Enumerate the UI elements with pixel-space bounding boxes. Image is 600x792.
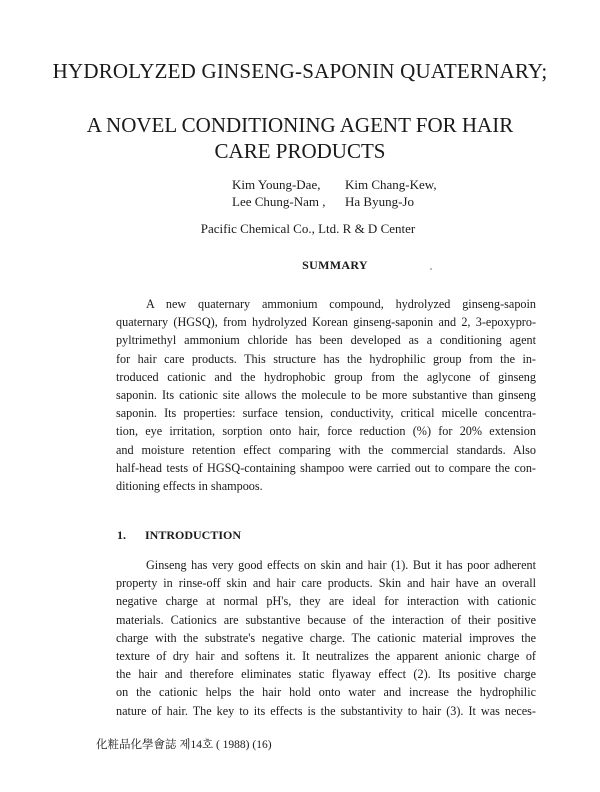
author-name: Kim Chang-Kew, (345, 177, 437, 192)
text-line: on the cationic helps the hair hold onto water and increase the hydrophilic (116, 685, 536, 700)
text-line: charge with the substrate's negative charge. The cationic material improves the (116, 630, 536, 645)
text-line: half-head tests of HGSQ-containing shampoo were carried out to compare the con- (116, 460, 536, 475)
text-line: the hair and therefore eliminates static flyaway effect (2). Its positive charge (116, 667, 536, 682)
author-row (232, 176, 437, 193)
author-name: Lee Chung-Nam , (232, 194, 326, 209)
title-line-2: A NOVEL CONDITIONING AGENT FOR HAIR (86, 113, 514, 137)
section-number: 1. (117, 528, 126, 542)
author-row (232, 193, 437, 210)
text-line: tion, eye irritation, sorption onto hair, force reduction (%) for 20% extension (116, 424, 536, 439)
text-line: saponin. Its properties: surface tension, conductivity, critical micelle concentra- (116, 406, 536, 421)
text-line: pyltrimethyl ammonium chloride has been developed as a conditioning agent (116, 333, 536, 348)
summary-heading: SUMMARY (302, 258, 368, 272)
author-name: Ha Byung-Jo (345, 194, 414, 209)
text-line: for hair care products. This structure has the hydrophilic group from the in- (116, 351, 536, 366)
text-line: materials. Cationics are substantive because of the interaction of their positive (116, 612, 536, 627)
section-title: INTRODUCTION (145, 528, 242, 542)
page-footer: 化粧品化學會誌 제14호 ( 1988) (16) (96, 739, 272, 751)
text-line: troduced cationic and the hydrophobic group from the aglycone of ginseng (116, 369, 536, 384)
text-line: texture of dry hair and softens it. It neutralizes the apparent anionic charge of (116, 648, 536, 663)
title-line-1: HYDROLYZED GINSENG-SAPONIN QUATERNARY; (52, 59, 548, 83)
text-line: saponin. Its cationic site allows the molecule to be more substantive than ginseng (116, 387, 536, 402)
summary-paragraph (116, 295, 536, 495)
introduction-paragraph (116, 556, 536, 720)
text-line: ditioning effects in shampoos. (116, 478, 263, 493)
text-line: Ginseng has very good effects on skin and hair (1). But it has poor adherent (146, 558, 536, 572)
text-line: nature of hair. The key to its effects is the substantivity to hair (3). It was neces- (116, 703, 536, 718)
introduction-heading (117, 528, 241, 543)
author-list (232, 176, 437, 210)
title-line-3: CARE PRODUCTS (214, 139, 386, 163)
text-line: and moisture retention effect comparing with the commercial standards. Also (116, 442, 536, 457)
text-line: quaternary (HGSQ), from hydrolyzed Korean ginseng-saponin and 2, 3-epoxypro- (116, 315, 536, 330)
affiliation: Pacific Chemical Co., Ltd. R & D Center (200, 221, 416, 236)
text-line: negative charge at normal pH's, they are ideal for interaction with cationic (116, 594, 536, 609)
text-line: property in rinse-off skin and hair care products. Skin and hair have an overall (116, 576, 536, 591)
title-block (0, 112, 600, 164)
author-name: Kim Young-Dae, (232, 177, 321, 192)
text-line: A new quaternary ammonium compound, hydrolyzed ginseng-sapoin (146, 297, 536, 311)
